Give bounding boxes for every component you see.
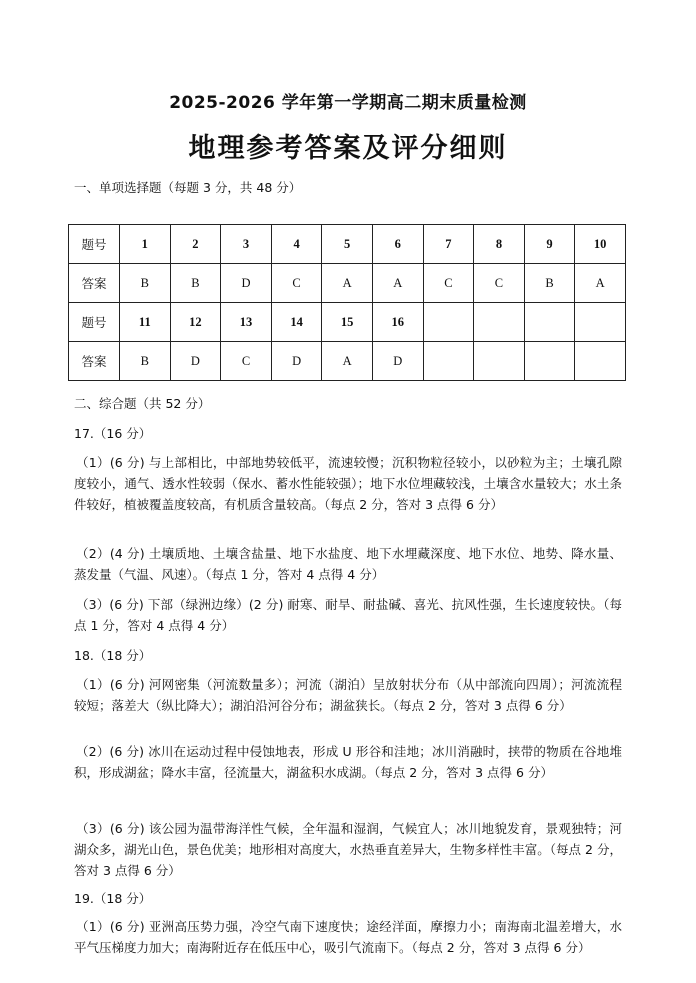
row-label: 题号 — [69, 225, 120, 264]
question-17-heading: 17.（16 分） — [74, 426, 152, 441]
question-number: 14 — [271, 303, 322, 342]
answer-cell: D — [271, 342, 322, 381]
answer-cell: C — [271, 264, 322, 303]
empty-cell — [524, 342, 575, 381]
answer-cell: B — [170, 264, 221, 303]
answer-cell: A — [322, 342, 373, 381]
table-row — [69, 225, 626, 264]
question-number: 4 — [271, 225, 322, 264]
empty-cell — [423, 303, 474, 342]
q18-part-2: （2）(6 分) 冰川在运动过程中侵蚀地表，形成 U 形谷和洼地；冰川消融时，挟带的物质在谷地堆积，形成湖盆；降水丰富，径流量大，湖盆积水成湖。（每点 2 分，答对 3 点得 6 分） — [74, 744, 622, 780]
answer-cell: B — [120, 342, 171, 381]
empty-cell — [474, 303, 525, 342]
empty-cell — [474, 342, 525, 381]
row-label: 答案 — [69, 342, 120, 381]
question-number: 10 — [575, 225, 626, 264]
question-19-heading: 19.（18 分） — [74, 891, 152, 906]
question-number: 1 — [120, 225, 171, 264]
question-number: 13 — [221, 303, 272, 342]
empty-cell — [575, 303, 626, 342]
table-row — [69, 264, 626, 303]
table-row — [69, 342, 626, 381]
row-label: 题号 — [69, 303, 120, 342]
question-number: 2 — [170, 225, 221, 264]
question-number: 5 — [322, 225, 373, 264]
table-row — [69, 303, 626, 342]
row-label: 答案 — [69, 264, 120, 303]
empty-cell — [423, 342, 474, 381]
question-number: 9 — [524, 225, 575, 264]
q17-part-1: （1）(6 分) 与上部相比，中部地势较低平，流速较慢；沉积物粒径较小，以砂粒为主；土壤孔隙度较小，通气、透水性较弱（保水、蓄水性能较强）；地下水位埋藏较浅，土壤含水量较大；水土条件较好，植被覆盖度较高，有机质含量较高。（每点 2 分，答对 3 点得 6 分） — [74, 455, 622, 512]
answer-cell: D — [372, 342, 423, 381]
q19-part-1: （1）(6 分) 亚洲高压势力强，冷空气南下速度快；途经洋面，摩擦力小；南海南北温差增大，水平气压梯度力加大；南海附近存在低压中心，吸引气流南下。（每点 2 分，答对 3 点得 6 分） — [74, 919, 622, 955]
answer-cell: B — [524, 264, 575, 303]
answer-cell: D — [170, 342, 221, 381]
section-2-heading: 二、综合题（共 52 分） — [74, 396, 211, 411]
q17-part-2: （2）(4 分) 土壤质地、土壤含盐量、地下水盐度、地下水埋藏深度、地下水位、地势、降水量、蒸发量（气温、风速）。（每点 1 分，答对 4 点得 4 分） — [74, 546, 622, 582]
question-number: 16 — [372, 303, 423, 342]
document-title: 地理参考答案及评分细则 — [188, 133, 508, 164]
answer-cell: A — [322, 264, 373, 303]
section-1-heading: 一、单项选择题（每题 3 分，共 48 分） — [74, 180, 302, 195]
answer-cell: C — [221, 342, 272, 381]
question-number: 6 — [372, 225, 423, 264]
question-number: 15 — [322, 303, 373, 342]
answer-cell: A — [372, 264, 423, 303]
answer-cell: C — [423, 264, 474, 303]
question-18-heading: 18.（18 分） — [74, 648, 152, 663]
question-number: 12 — [170, 303, 221, 342]
answer-cell: C — [474, 264, 525, 303]
answer-cell: D — [221, 264, 272, 303]
empty-cell — [524, 303, 575, 342]
question-number: 8 — [474, 225, 525, 264]
empty-cell — [575, 342, 626, 381]
answer-table — [68, 224, 626, 381]
q18-part-1: （1）(6 分) 河网密集（河流数量多）；河流（湖泊）呈放射状分布（从中部流向四周）；河流流程较短；落差大（纵比降大）；湖泊沿河谷分布；湖盆狭长。（每点 2 分，答对 3 点得 6 分） — [74, 677, 622, 713]
answer-cell: A — [575, 264, 626, 303]
question-number: 7 — [423, 225, 474, 264]
q17-part-3: （3）(6 分) 下部（绿洲边缘）(2 分) 耐寒、耐旱、耐盐碱、喜光、抗风性强，生长速度较快。（每点 1 分，答对 4 点得 4 分） — [74, 597, 622, 633]
answer-cell: B — [120, 264, 171, 303]
q18-part-3: （3）(6 分) 该公园为温带海洋性气候，全年温和湿润，气候宜人；冰川地貌发育，景观独特；河湖众多，湖光山色，景色优美；地形相对高度大，水热垂直差异大，生物多样性丰富。（每点 2 分，答对 3 点得 6 分） — [74, 821, 622, 878]
question-number: 11 — [120, 303, 171, 342]
question-number: 3 — [221, 225, 272, 264]
exam-title: 2025-2026 学年第一学期高二期末质量检测 — [169, 93, 527, 113]
